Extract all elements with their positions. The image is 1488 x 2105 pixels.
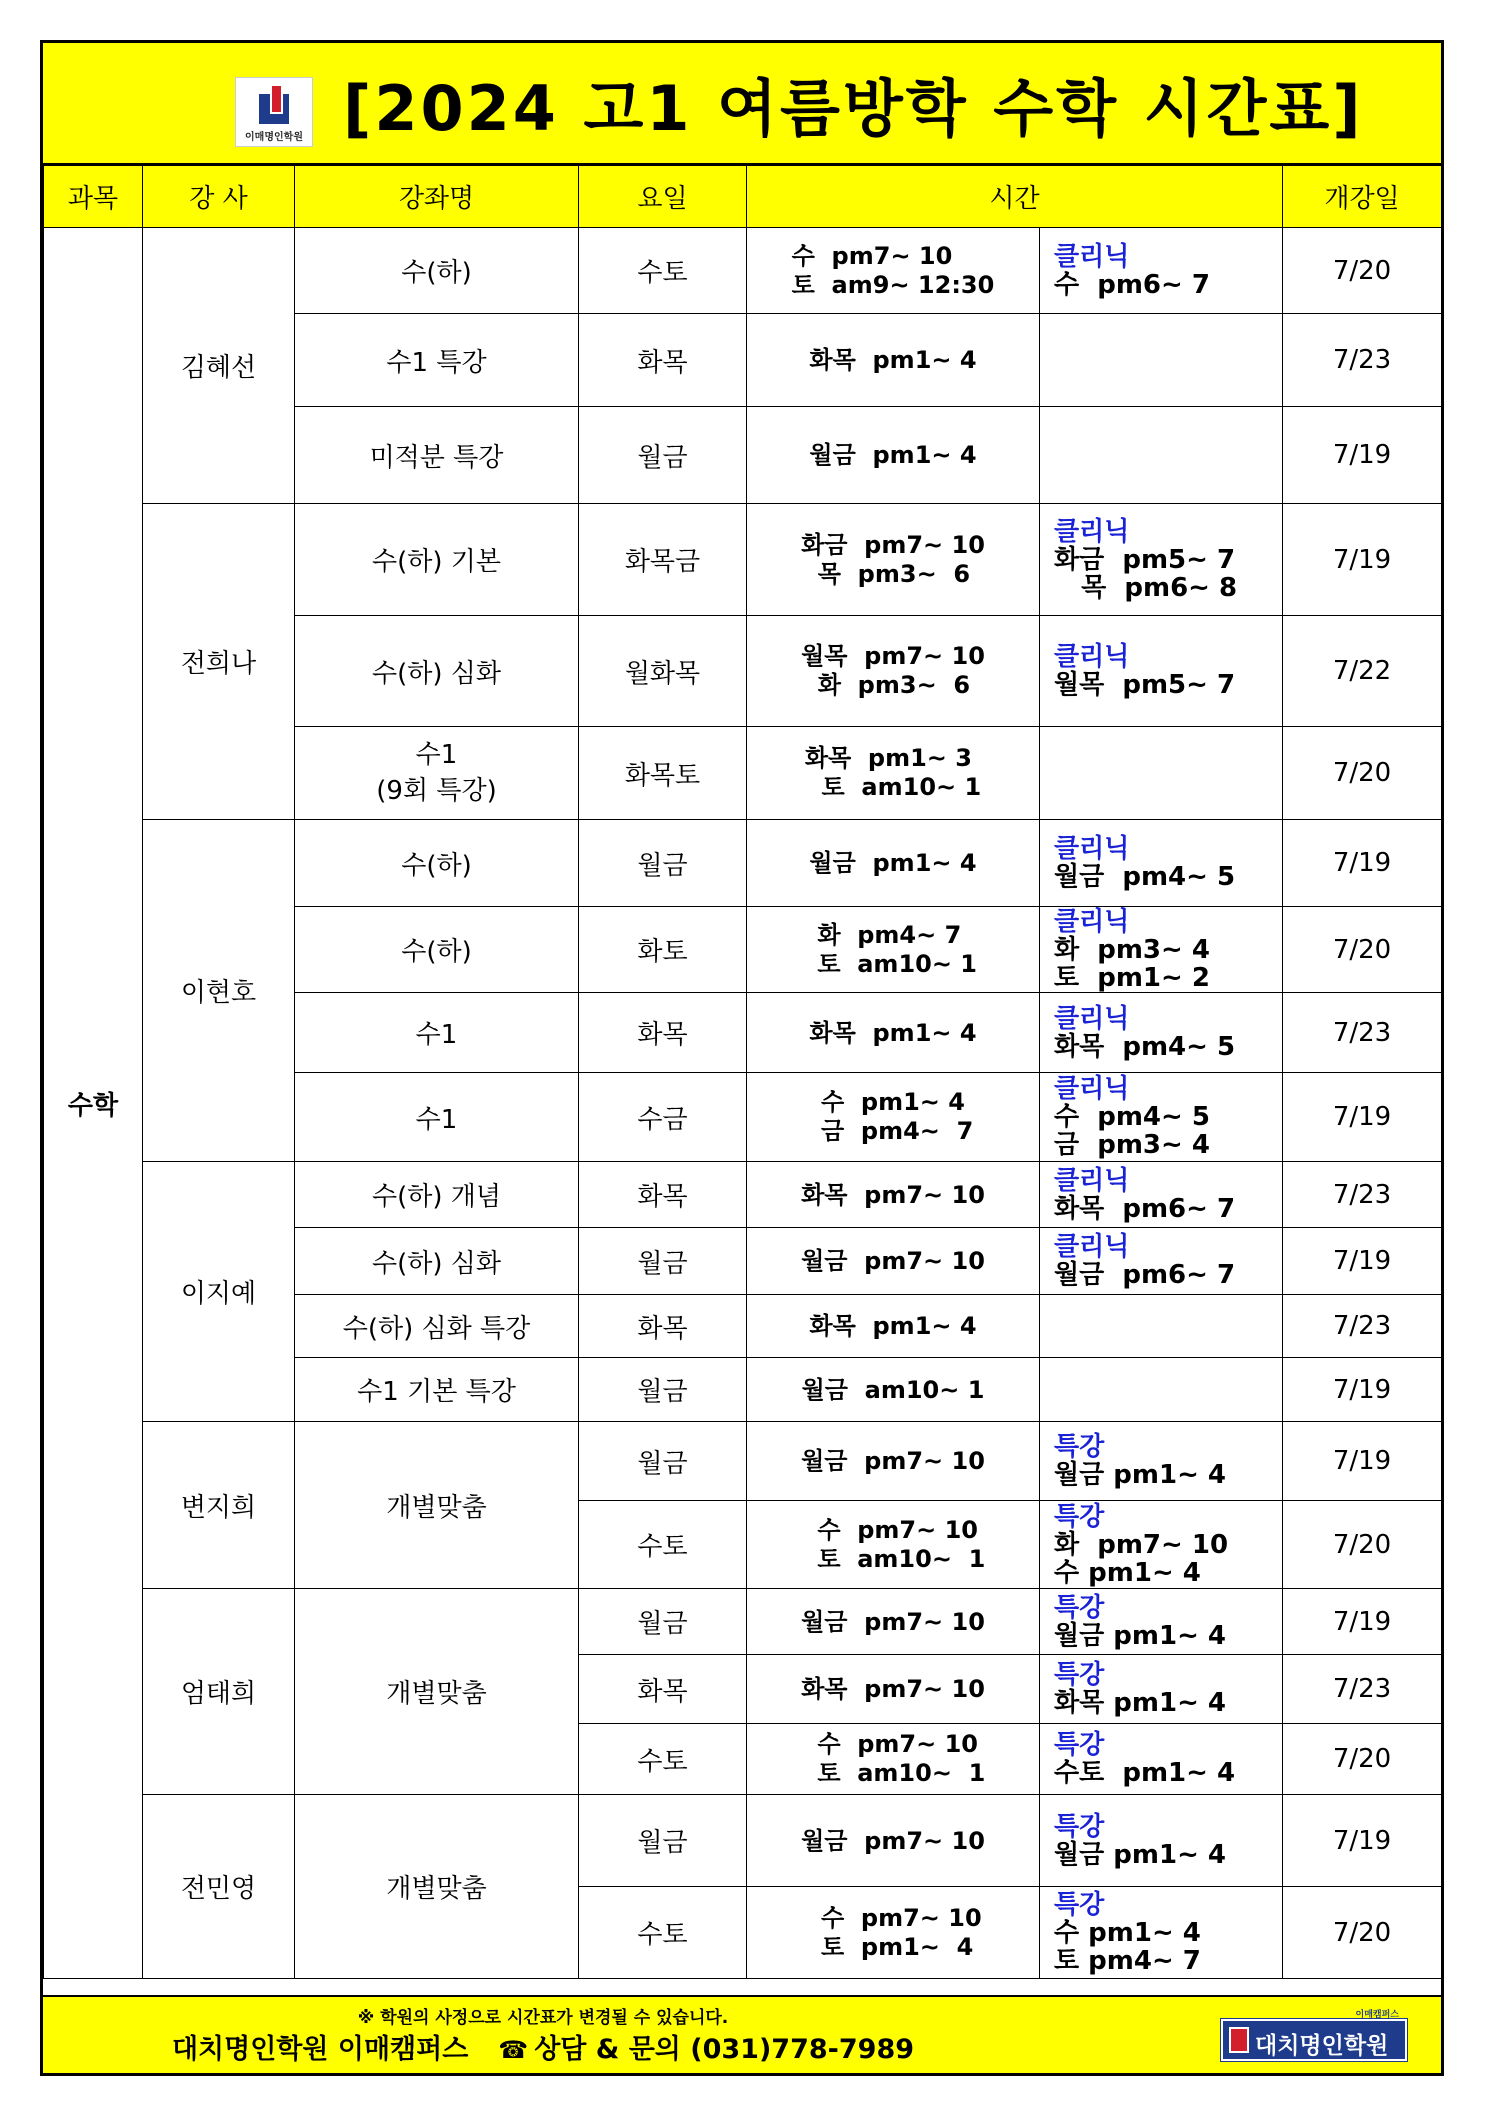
time-line: 화 pm3~ 6 (801, 671, 971, 699)
table-row (44, 1589, 1442, 1655)
days-cell: 화목금 (579, 504, 747, 616)
days-cell: 월금 (579, 1422, 747, 1501)
teacher-cell: 엄태희 (143, 1589, 295, 1795)
start-date-cell: 7/19 (1283, 1073, 1442, 1162)
footer (43, 1995, 1441, 2073)
time-line: 목 pm3~ 6 (801, 559, 971, 588)
note-heading: 특강 (1054, 1501, 1105, 1532)
start-date-cell: 7/20 (1283, 228, 1442, 314)
time-cell (747, 616, 1040, 727)
time-line: 수 pm7~ 10 (800, 1515, 978, 1544)
time-line: 토 am10~ 1 (800, 1759, 986, 1787)
course-cell: 수(하) 심화 (295, 616, 579, 727)
time-line: 월금 pm7~ 10 (801, 1826, 985, 1855)
note-cell (1040, 504, 1283, 616)
start-date-cell: 7/23 (1283, 1295, 1442, 1358)
table-row (44, 1795, 1442, 1887)
start-date-cell: 7/23 (1283, 1162, 1442, 1228)
time-cell (747, 1073, 1040, 1162)
start-date-cell: 7/19 (1283, 407, 1442, 504)
time-lines (801, 1827, 985, 1856)
note-cell (1040, 407, 1283, 504)
course-cell: 수(하) 기본 (295, 504, 579, 616)
note-heading: 특강 (1054, 1660, 1105, 1690)
days-cell: 월금 (579, 1358, 747, 1422)
course-cell: 수(하) 개념 (295, 1162, 579, 1228)
time-line: 화금 pm7~ 10 (801, 530, 985, 559)
start-date-cell: 7/20 (1283, 1724, 1442, 1795)
teacher-cell: 전희나 (143, 504, 295, 820)
academy-name: 대치명인학원 이매캠퍼스 (171, 2034, 469, 2065)
logo-text: 이매명인학원 (245, 132, 303, 143)
phone-icon: ☎ (498, 2036, 529, 2064)
note-line: 수 pm4~ 5 (1054, 1102, 1210, 1132)
header-start: 개강일 (1283, 166, 1442, 228)
time-cell (747, 504, 1040, 616)
time-lines (801, 1675, 985, 1704)
note-cell (1040, 727, 1283, 820)
course-name: 수1 (415, 740, 458, 770)
start-date-cell: 7/20 (1283, 1501, 1442, 1589)
days-cell: 화목 (579, 1295, 747, 1358)
time-line: 금 pm4~ 7 (812, 1117, 974, 1145)
note-cell (1040, 1724, 1283, 1795)
time-lines (809, 441, 976, 470)
note-line: 월금 pm4~ 5 (1054, 862, 1236, 892)
time-line: 수 pm7~ 10 (791, 241, 953, 270)
note-cell (1040, 820, 1283, 907)
time-cell (747, 907, 1040, 993)
course-cell: 개별맞춤 (295, 1589, 579, 1795)
note-line: 화목 pm6~ 7 (1054, 1193, 1236, 1224)
table-row (44, 820, 1442, 907)
time-line: 월목 pm7~ 10 (801, 642, 985, 670)
start-date-cell: 7/23 (1283, 314, 1442, 407)
note-heading: 특강 (1054, 1811, 1105, 1842)
days-cell: 수토 (579, 228, 747, 314)
change-notice: ※ 학원의 사정으로 시간표가 변경될 수 있습니다. (357, 2008, 729, 2028)
time-cell (747, 1228, 1040, 1295)
start-date-cell: 7/20 (1283, 907, 1442, 993)
start-date-cell: 7/19 (1283, 1358, 1442, 1422)
note-heading: 특강 (1054, 1592, 1105, 1623)
teacher-cell: 변지희 (143, 1422, 295, 1589)
time-lines (801, 1730, 986, 1788)
days-cell: 월금 (579, 1795, 747, 1887)
time-cell (747, 993, 1040, 1073)
course-subtitle: (9회 특강) (376, 776, 497, 806)
time-lines (801, 1247, 985, 1276)
course-cell: 수(하) 심화 특강 (295, 1295, 579, 1358)
note-heading: 클리닉 (1054, 516, 1130, 547)
days-cell: 화목 (579, 314, 747, 407)
time-line: 토 am10~ 1 (808, 949, 978, 978)
schedule-sheet (40, 40, 1444, 2076)
note-line: 월금 pm1~ 4 (1054, 1839, 1227, 1870)
time-cell (747, 1358, 1040, 1422)
time-cell (747, 1795, 1040, 1887)
time-line: 월금 am10~ 1 (801, 1375, 985, 1404)
note-line: 월금 pm1~ 4 (1054, 1460, 1227, 1490)
days-cell: 수토 (579, 1887, 747, 1979)
brand-mark-icon (1229, 2027, 1249, 2053)
note-line: 목 pm6~ 8 (1054, 572, 1238, 603)
course-cell: 수1 (295, 1073, 579, 1162)
time-lines (801, 531, 985, 589)
time-cell (747, 1295, 1040, 1358)
time-line: 월금 pm7~ 10 (801, 1247, 985, 1275)
time-lines (809, 1312, 976, 1341)
note-cell (1040, 314, 1283, 407)
time-line: 토 am10~ 1 (800, 1544, 986, 1573)
note-cell (1040, 1162, 1283, 1228)
note-heading: 특강 (1054, 1432, 1105, 1462)
teacher-cell: 김혜선 (143, 228, 295, 504)
note-line: 화목 pm4~ 5 (1054, 1031, 1236, 1062)
note-cell (1040, 228, 1283, 314)
days-cell: 화목 (579, 1655, 747, 1724)
start-date-cell: 7/20 (1283, 727, 1442, 820)
days-cell: 수토 (579, 1501, 747, 1589)
course-cell: 미적분 특강 (295, 407, 579, 504)
time-lines (801, 1516, 986, 1574)
course-cell: 수(하) (295, 820, 579, 907)
note-cell (1040, 1228, 1283, 1295)
note-line: 금 pm3~ 4 (1054, 1130, 1210, 1160)
note-heading: 특강 (1054, 1730, 1105, 1760)
schedule-table (43, 165, 1442, 1979)
time-line: 화 pm4~ 7 (808, 920, 962, 949)
time-line: 토 am10~ 1 (804, 773, 982, 801)
days-cell: 수토 (579, 1724, 747, 1795)
note-line: 토 pm4~ 7 (1054, 1945, 1201, 1976)
start-date-cell: 7/19 (1283, 820, 1442, 907)
header-days: 요일 (579, 166, 747, 228)
note-line: 화 pm3~ 4 (1054, 934, 1210, 965)
days-cell: 월금 (579, 1589, 747, 1655)
title-bar (43, 43, 1441, 165)
course-cell: 수1 기본 특강 (295, 1358, 579, 1422)
header-teacher: 강 사 (143, 166, 295, 228)
time-line: 화목 pm1~ 4 (809, 1312, 977, 1340)
note-cell (1040, 993, 1283, 1073)
days-cell: 화목 (579, 1162, 747, 1228)
footer-contact-line (43, 2027, 1043, 2066)
time-lines (801, 642, 985, 700)
start-date-cell: 7/19 (1283, 1795, 1442, 1887)
note-cell (1040, 1358, 1283, 1422)
time-lines (805, 744, 981, 802)
time-lines (809, 346, 976, 375)
note-line: 화 pm7~ 10 (1054, 1529, 1229, 1560)
note-cell (1040, 907, 1283, 993)
note-line: 수 pm1~ 4 (1054, 1917, 1201, 1948)
course-cell: 수(하) (295, 907, 579, 993)
days-cell: 화목토 (579, 727, 747, 820)
time-cell (747, 228, 1040, 314)
note-line: 화금 pm5~ 7 (1054, 544, 1236, 575)
note-line: 수토 pm1~ 4 (1054, 1758, 1236, 1788)
course-cell: 수(하) (295, 228, 579, 314)
brand-logo-small: 이매캠퍼스 (1355, 2010, 1399, 2020)
note-cell (1040, 616, 1283, 727)
time-cell (747, 1162, 1040, 1228)
start-date-cell: 7/19 (1283, 1589, 1442, 1655)
logo-mark-icon (259, 84, 289, 124)
note-line: 월금 pm1~ 4 (1054, 1620, 1227, 1651)
time-cell (747, 407, 1040, 504)
time-line: 토 pm1~ 4 (804, 1932, 974, 1961)
days-cell: 월금 (579, 1228, 747, 1295)
page-title: [2024 고1 여름방학 수학 시간표] (343, 72, 1364, 145)
time-lines (804, 1904, 981, 1962)
time-cell (747, 1422, 1040, 1501)
header-time: 시간 (747, 166, 1283, 228)
time-line: 월금 pm7~ 10 (801, 1447, 985, 1475)
header-subject: 과목 (44, 166, 143, 228)
start-date-cell: 7/22 (1283, 616, 1442, 727)
teacher-cell: 이현호 (143, 820, 295, 1162)
time-cell (747, 1724, 1040, 1795)
table-row (44, 1162, 1442, 1228)
note-cell (1040, 1422, 1283, 1501)
course-cell: 개별맞춤 (295, 1795, 579, 1979)
note-heading: 클리닉 (1054, 1003, 1130, 1034)
time-line: 화목 pm1~ 3 (804, 744, 972, 772)
time-cell (747, 727, 1040, 820)
brand-logo-name: 대치명인학원 (1255, 2033, 1389, 2059)
time-line: 월금 pm7~ 10 (801, 1607, 985, 1636)
time-line: 월금 pm1~ 4 (809, 849, 977, 877)
start-date-cell: 7/20 (1283, 1887, 1442, 1979)
course-cell: 수1 (295, 993, 579, 1073)
days-cell: 수금 (579, 1073, 747, 1162)
teacher-cell: 이지예 (143, 1162, 295, 1422)
note-heading: 클리닉 (1054, 241, 1130, 272)
note-cell (1040, 1501, 1283, 1589)
time-line: 수 pm7~ 10 (804, 1903, 982, 1932)
note-cell (1040, 1073, 1283, 1162)
start-date-cell: 7/23 (1283, 1655, 1442, 1724)
time-line: 수 pm7~ 10 (800, 1730, 978, 1758)
note-heading: 클리닉 (1054, 1165, 1130, 1196)
time-cell (747, 1589, 1040, 1655)
time-lines (801, 1447, 985, 1476)
note-heading: 클리닉 (1054, 1232, 1130, 1262)
days-cell: 월금 (579, 407, 747, 504)
time-line: 화목 pm7~ 10 (801, 1180, 985, 1209)
time-lines (809, 849, 976, 878)
note-heading: 클리닉 (1054, 834, 1130, 864)
note-heading: 특강 (1054, 1889, 1105, 1920)
note-line: 화목 pm1~ 4 (1054, 1688, 1227, 1718)
time-lines (813, 1088, 974, 1146)
time-cell (747, 820, 1040, 907)
time-lines (801, 1181, 985, 1210)
note-cell (1040, 1295, 1283, 1358)
teacher-cell: 전민영 (143, 1795, 295, 1979)
note-line: 월금 pm6~ 7 (1054, 1260, 1236, 1290)
time-lines (792, 242, 995, 300)
start-date-cell: 7/19 (1283, 504, 1442, 616)
time-lines (802, 1376, 985, 1405)
start-date-cell: 7/19 (1283, 1228, 1442, 1295)
time-line: 월금 pm1~ 4 (809, 441, 977, 469)
note-line: 수 pm6~ 7 (1054, 269, 1210, 300)
header-row (44, 166, 1442, 228)
course-cell: 수1 특강 (295, 314, 579, 407)
contact-text: 상담 & 문의 (031)778-7989 (534, 2034, 915, 2065)
time-cell (747, 1887, 1040, 1979)
days-cell: 월금 (579, 820, 747, 907)
time-line: 수 pm1~ 4 (812, 1088, 965, 1116)
start-date-cell: 7/23 (1283, 993, 1442, 1073)
time-line: 화목 pm1~ 4 (809, 1018, 977, 1047)
note-line: 수 pm1~ 4 (1054, 1557, 1201, 1588)
course-cell (295, 727, 579, 820)
header-course: 강좌명 (295, 166, 579, 228)
academy-logo (235, 77, 313, 147)
brand-logo (1221, 2010, 1407, 2061)
table-row (44, 228, 1442, 314)
note-line: 토 pm1~ 2 (1054, 962, 1210, 993)
time-lines (801, 1608, 985, 1637)
table-row (44, 504, 1442, 616)
course-cell: 개별맞춤 (295, 1422, 579, 1589)
start-date-cell: 7/19 (1283, 1422, 1442, 1501)
time-lines (809, 921, 977, 979)
time-cell (747, 314, 1040, 407)
days-cell: 화토 (579, 907, 747, 993)
time-line: 화목 pm1~ 4 (809, 346, 977, 374)
days-cell: 화목 (579, 993, 747, 1073)
subject-cell: 수학 (44, 228, 143, 1979)
note-cell (1040, 1589, 1283, 1655)
time-cell (747, 1655, 1040, 1724)
note-line: 월목 pm5~ 7 (1054, 670, 1236, 700)
note-cell (1040, 1795, 1283, 1887)
note-cell (1040, 1655, 1283, 1724)
time-cell (747, 1501, 1040, 1589)
note-heading: 클리닉 (1054, 1074, 1130, 1104)
course-cell: 수(하) 심화 (295, 1228, 579, 1295)
note-heading: 클리닉 (1054, 642, 1130, 672)
days-cell: 월화목 (579, 616, 747, 727)
time-lines (809, 1019, 976, 1048)
table-row (44, 1422, 1442, 1501)
note-cell (1040, 1887, 1283, 1979)
note-heading: 클리닉 (1054, 906, 1130, 937)
time-line: 화목 pm7~ 10 (801, 1675, 985, 1703)
time-line: 토 am9~ 12:30 (791, 270, 995, 299)
